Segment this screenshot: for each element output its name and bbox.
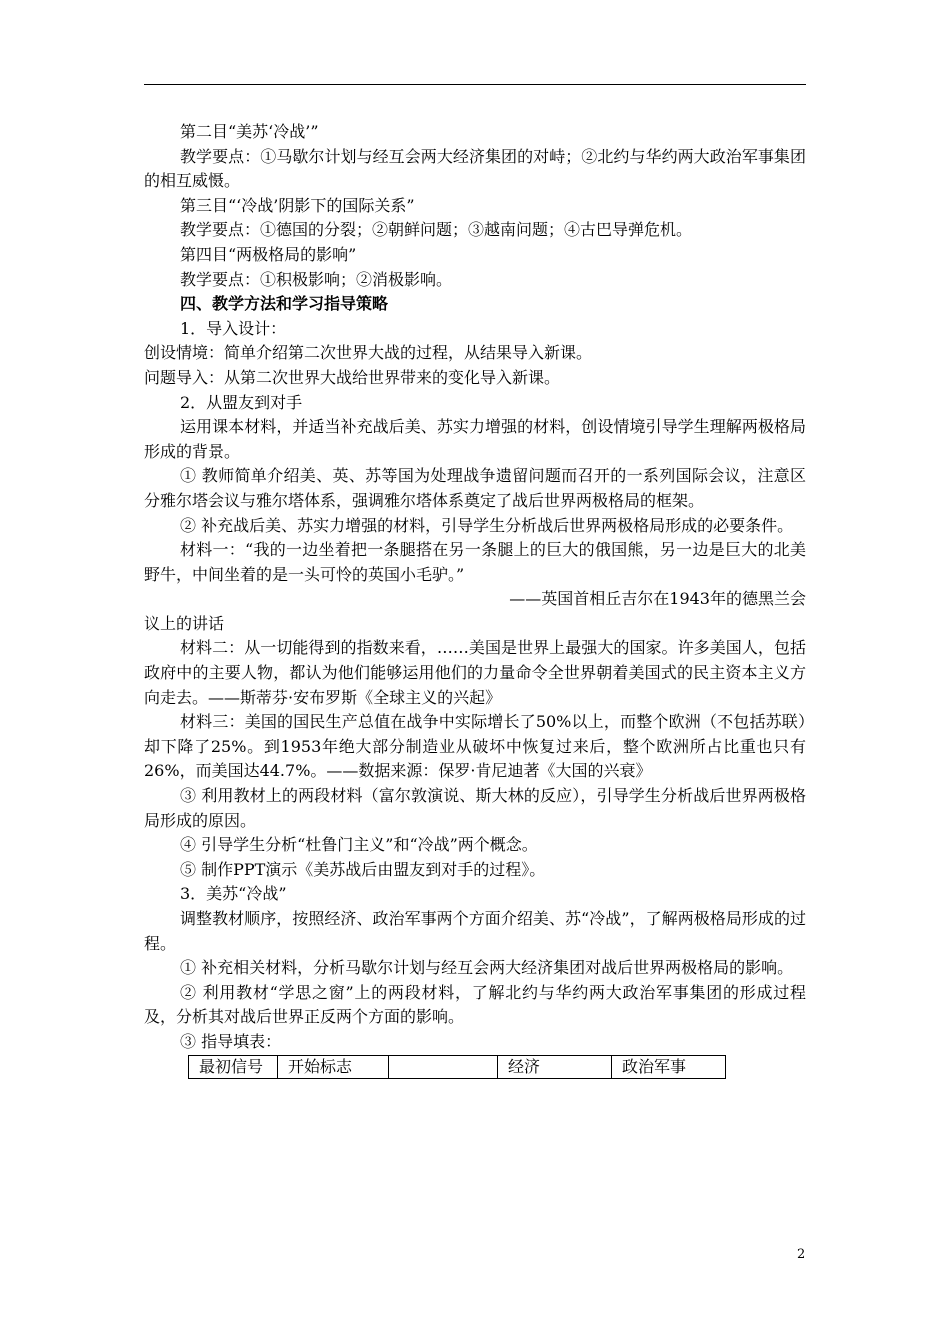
list-item: ① 补充相关材料，分析马歇尔计划与经互会两大经济集团对战后世界两极格局的影响。 <box>180 958 794 978</box>
section-heading: 第二目“美苏‘冷战’” <box>180 122 319 141</box>
table-row <box>189 1055 726 1078</box>
list-item: ⑤ 制作PPT演示《美苏战后由盟友到对手的过程》。 <box>180 859 546 879</box>
header-rule <box>144 84 806 85</box>
list-item: ② 利用教材“学思之窗”上的两段材料，了解北约与华约两大政治军事集团的形成过程及，分析其对战后世界正反两个方面的影响。 <box>144 982 806 1027</box>
table-cell: 经济 <box>498 1055 612 1078</box>
quote-material-2: 材料二：从一切能得到的指数来看，……美国是世界上最强大的国家。许多美国人，包括政府中的主要人物，都认为他们能够运用他们的力量命令全世界朝着美国式的民主资本主义方向走去。——斯蒂芬·安布罗斯《全球主义的兴起》 <box>144 638 806 707</box>
paragraph: 教学要点：①马歇尔计划与经互会两大经济集团的对峙；②北约与华约两大政治军事集团的相互威慑。 <box>144 146 806 191</box>
chapter-heading: 四、教学方法和学习指导策略 <box>180 294 389 314</box>
paragraph: 教学要点：①德国的分裂；②朝鲜问题；③越南问题；④古巴导弹危机。 <box>180 220 693 240</box>
subheading: 2．从盟友到对手 <box>180 392 303 412</box>
page-number: 2 <box>797 1247 806 1262</box>
table-cell: 开始标志 <box>278 1055 389 1078</box>
table-cell: 最初信号 <box>189 1055 278 1078</box>
fill-in-table <box>188 1055 726 1079</box>
table-cell: 政治军事 <box>612 1055 726 1078</box>
quote-material-3: 材料三：美国的国民生产总值在战争中实际增长了50%以上，而整个欧洲（不包括苏联）却下降了25%。到1953年绝大部分制造业从破坏中恢复过来后，整个欧洲所占比重也只有26%，而美国达44.7%。——数据来源：保罗·肯尼迪著《大国的兴衰》 <box>144 712 806 781</box>
paragraph: 创设情境：简单介绍第二次世界大战的过程，从结果导入新课。 <box>144 343 593 363</box>
paragraph: 教学要点：①积极影响；②消极影响。 <box>180 269 453 289</box>
quote-attribution-continued: 议上的讲话 <box>144 613 225 633</box>
table-cell <box>389 1055 498 1078</box>
paragraph: 运用课本材料，并适当补充战后美、苏实力增强的材料，创设情境引导学生理解两极格局形成的背景。 <box>144 417 806 461</box>
section-heading: 第三目“‘冷战’阴影下的国际关系” <box>180 195 415 215</box>
subheading: 1．导入设计： <box>180 318 287 338</box>
list-item: ③ 利用教材上的两段材料（富尔敦演说、斯大林的反应），引导学生分析战后世界两极格局形成的原因。 <box>144 786 806 830</box>
paragraph: 调整教材顺序，按照经济、政治军事两个方面介绍美、苏“冷战”，了解两极格局形成的过程。 <box>144 909 806 953</box>
document-body <box>144 120 806 1079</box>
quote-material-1: 材料一：“我的一边坐着把一条腿搭在另一条腿上的巨大的俄国熊，另一边是巨大的北美野牛，中间坐着的是一头可怜的英国小毛驴。” <box>144 540 806 584</box>
section-heading: 第四目“两极格局的影响” <box>180 244 357 264</box>
list-item: ④ 引导学生分析“杜鲁门主义”和“冷战”两个概念。 <box>180 835 538 855</box>
list-item: ② 补充战后美、苏实力增强的材料，引导学生分析战后世界两极格局形成的必要条件。 <box>180 515 794 535</box>
list-item: ① 教师简单介绍美、英、苏等国为处理战争遗留问题而召开的一系列国际会议，注意区分雅尔塔会议与雅尔塔体系，强调雅尔塔体系奠定了战后世界两极格局的框架。 <box>144 466 806 510</box>
list-item: ③ 指导填表： <box>180 1031 282 1051</box>
subheading: 3．美苏“冷战” <box>180 884 287 904</box>
quote-attribution: ——英国首相丘吉尔在1943年的德黑兰会 <box>509 589 806 609</box>
paragraph: 问题导入：从第二次世界大战给世界带来的变化导入新课。 <box>144 367 561 387</box>
